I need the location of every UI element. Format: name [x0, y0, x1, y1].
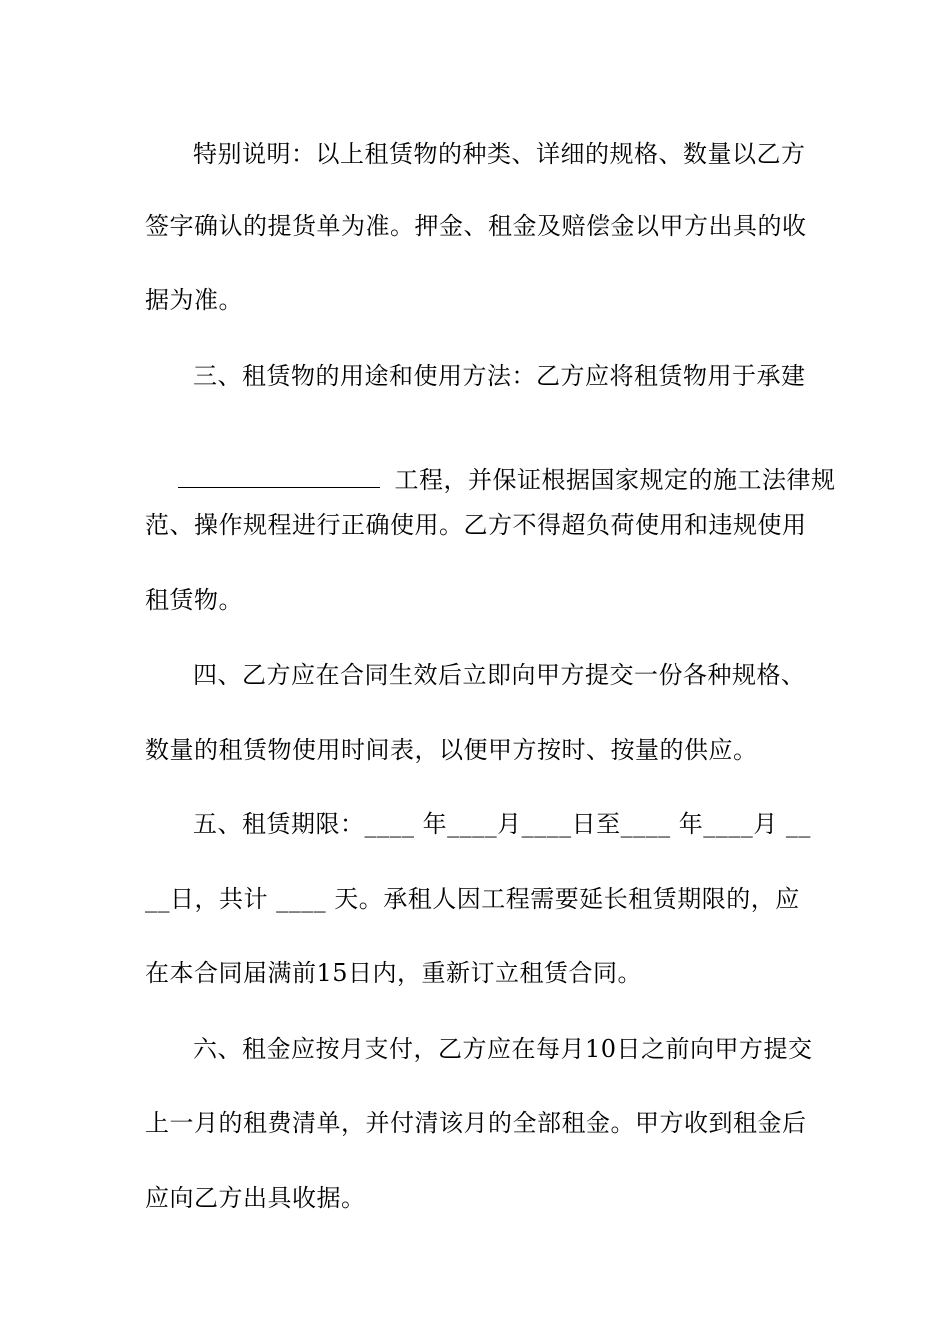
paragraph-line: 四、乙方应在合同生效后立即向甲方提交一份各种规格、 — [193, 661, 806, 689]
paragraph-line: 在本合同届满前15日内，重新订立租赁合同。 — [145, 959, 643, 987]
paragraph-line: 六、租金应按月支付，乙方应在每月10日之前向甲方提交 — [193, 1035, 813, 1063]
paragraph-line: 三、租赁物的用途和使用方法：乙方应将租赁物用于承建 — [193, 362, 806, 390]
paragraph-line: 五、租赁期限：____ 年____月____日至____ 年____月 __ — [193, 810, 811, 838]
paragraph-line: 签字确认的提货单为准。押金、租金及赔偿金以甲方出具的收 — [145, 212, 807, 240]
paragraph-line: 特别说明：以上租赁物的种类、详细的规格、数量以乙方 — [193, 140, 806, 168]
paragraph-line: __日，共计 ____ 天。承租人因工程需要延长租赁期限的，应 — [145, 885, 800, 913]
paragraph-line: 范、操作规程进行正确使用。乙方不得超负荷使用和违规使用 — [145, 511, 807, 539]
paragraph-line: 应向乙方出具收据。 — [145, 1184, 366, 1212]
paragraph-text: 工程，并保证根据国家规定的施工法律规 — [394, 466, 836, 494]
paragraph-line: 据为准。 — [145, 286, 243, 314]
paragraph-line: 数量的租赁物使用时间表，以便甲方按时、按量的供应。 — [145, 736, 758, 764]
paragraph-line: 上一月的租费清单，并付清该月的全部租金。甲方收到租金后 — [145, 1109, 807, 1137]
project-name-blank — [178, 465, 380, 488]
paragraph-line: 租赁物。 — [145, 586, 243, 614]
